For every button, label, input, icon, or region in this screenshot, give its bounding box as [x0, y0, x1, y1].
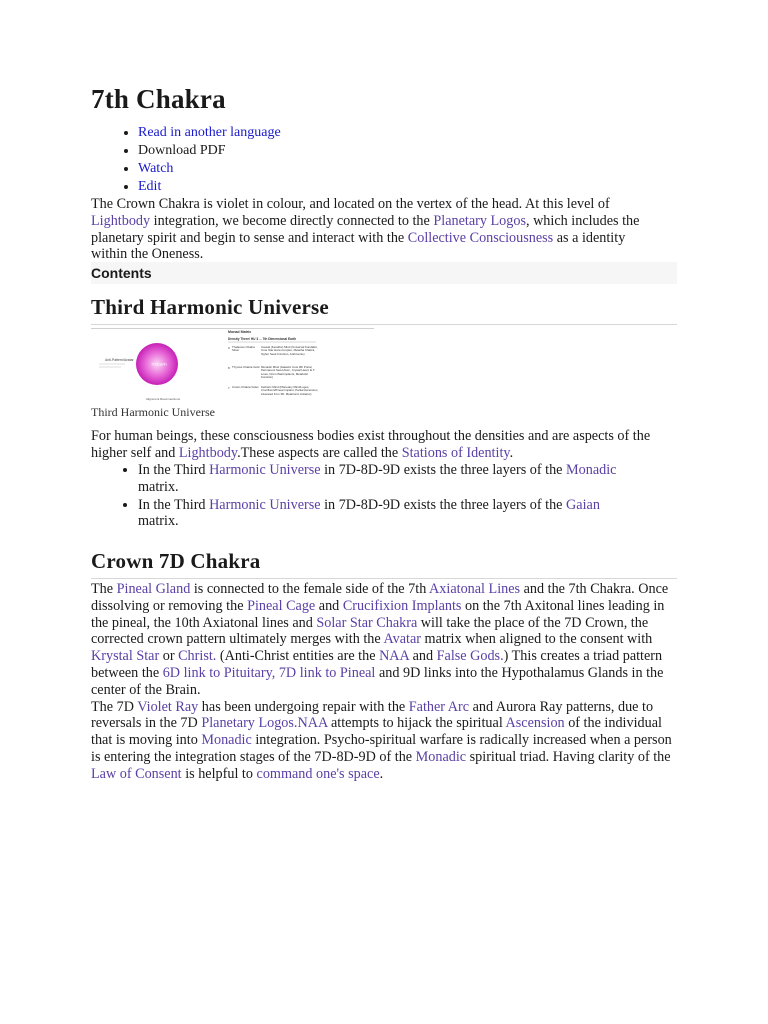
link-stations-of-identity[interactable]: Stations of Identity — [401, 444, 510, 461]
list-item: • In the Third Harmonic Universe in 7D-8D-9D exists the three layers of the Monadic matrix. — [138, 462, 638, 496]
link-father-arc[interactable]: Father Arc — [408, 698, 470, 715]
link-harmonic-universe[interactable]: Harmonic Universe — [209, 496, 321, 513]
monad-matrix-table: Monad Matrix Density Three/ HU 3 ... 7th Dimensional Earth 9 Thalamus Chakra Silver Causal (Kerathic) Mind (Universal Kundalini, Core Star Hara complex, Metatha Chakra, higher Seek Function, Arahmenis) 8 Thymus Chakra Gold Monadic Mind (Galactic Core 8th Portal, Permanent Seed Atom, Crystal Heart, E.T. Lives, Orion Warrimplants, Metabolic Function) 7 Crown Chakra Violet Ketheric Mind (Planetary Mind/Logos, Crucifixion/Pineal Implant, Partial Ascension, Liberated from 3D, Metatronic Antlaros) — [228, 330, 319, 396]
svg-text:Monad Matrix: Monad Matrix — [228, 330, 252, 334]
link-solar-star-chakra[interactable]: Solar Star Chakra — [316, 614, 418, 631]
link-lightbody-2[interactable]: Lightbody — [178, 444, 238, 461]
action-edit[interactable]: • Edit — [138, 178, 281, 196]
link-command-ones-space[interactable]: command one's space — [256, 765, 380, 782]
link-law-of-consent[interactable]: Law of Consent — [91, 765, 182, 782]
link-naa[interactable]: NAA — [379, 648, 410, 665]
intro-paragraph: The Crown Chakra is violet in colour, and located on the vertex of the head. At this level of Lightbody integration, we become directly connected to the Planetary Logos, which includes the planetary spirit and begin to sense and interact with the Collective Consciousness as a identity within the Oneness. — [91, 196, 640, 263]
page-actions — [91, 124, 281, 196]
monad-matrix-figure[interactable] — [91, 328, 374, 404]
crown-section-body — [91, 581, 677, 783]
link-lightbody[interactable]: Lightbody — [91, 212, 151, 229]
link-6d-7d-pituitary-pineal[interactable]: 6D link to Pituitary, 7D link to Pineal — [162, 664, 376, 681]
link-monadic-3[interactable]: Monadic — [415, 748, 467, 765]
link-krystal-star[interactable]: Krystal Star — [91, 648, 160, 665]
svg-text:8: 8 — [228, 366, 230, 370]
link-monadic[interactable]: Monadic — [566, 462, 617, 478]
link-violet-ray[interactable]: Violet Ray — [137, 698, 199, 715]
contents-toggle[interactable]: Contents — [91, 262, 677, 284]
link-harmonic-universe[interactable]: Harmonic Universe — [209, 462, 321, 478]
action-download-pdf[interactable]: • Download PDF — [138, 142, 281, 160]
link-pineal-gland[interactable]: Pineal Gland — [116, 581, 191, 597]
section-heading-third-harmonic: Third Harmonic Universe — [91, 295, 677, 325]
svg-text:7: 7 — [228, 386, 230, 390]
section-heading-crown-7d: Crown 7D Chakra — [91, 549, 677, 579]
link-pineal-cage[interactable]: Pineal Cage — [247, 597, 316, 614]
link-planetary-logos[interactable]: Planetary Logos — [433, 212, 526, 229]
link-monadic-2[interactable]: Monadic — [201, 732, 252, 749]
link-collective-consciousness[interactable]: Collective Consciousness — [407, 229, 554, 246]
figure-bottom-label: Alignment Reconnections — [146, 397, 181, 401]
link-ascension[interactable]: Ascension — [505, 715, 565, 732]
orb-label: 7D Earth — [151, 361, 167, 367]
link-avatar[interactable]: Avatar — [383, 631, 421, 648]
svg-text:9: 9 — [228, 346, 230, 350]
svg-text:Anti-Pattern/Avatar: Anti-Pattern/Avatar — [105, 358, 134, 362]
link-christ[interactable]: Christ. — [178, 648, 217, 665]
page-title: 7th Chakra — [91, 84, 226, 114]
crown-paragraph-2: The 7D Violet Ray has been undergoing repair with the Father Arc and Aurora Ray patterns, due to reversals in the 7D Planetary Logos.NAA attempts to hijack the spiritual Ascension of the individual that is moving into Monadic integration. Psycho-spiritual warfare is radically increased when a person is entering the integration stages of the 7D-8D-9D of the Monadic spiritual triad. Having clarity of the Law of Consent is helpful to command one's space. — [91, 698, 672, 782]
link-axiatonal-lines[interactable]: Axiatonal Lines — [429, 581, 521, 597]
crown-paragraph-1: The Pineal Gland is connected to the female side of the 7th Axiatonal Lines and the 7th Chakra. Once dissolving or removing the Pineal Cage and Crucifixion Implants on the 7th Axitonal lines leading in the pineal, the 10th Axiatonal lines and Solar Star Chakra will take the place of the 7D Crown, the corrected crown pattern ultimately merges with the Avatar matrix when aligned to the consent with Krystal Star or Christ. (Anti-Christ entities are the NAA and False Gods.) This creates a triad pattern between the 6D link to Pituitary, 7D link to Pineal and 9D links into the Hypothalamus Glands in the center of the Brain. — [91, 581, 669, 698]
list-item: • In the Third Harmonic Universe in 7D-8D-9D exists the three layers of the Gaian matrix. — [138, 497, 638, 531]
figure-caption: Third Harmonic Universe — [91, 405, 215, 419]
link-planetary-logos-naa[interactable]: Planetary Logos.NAA — [201, 715, 328, 732]
svg-text:Density Three/ HU 3 ... 7th Di: Density Three/ HU 3 ... 7th Dimensional Earth — [228, 337, 297, 341]
link-crucifixion-implants[interactable]: Crucifixion Implants — [342, 597, 462, 614]
link-false-gods[interactable]: False Gods. — [436, 648, 504, 665]
action-read-language[interactable]: • Read in another language — [138, 124, 281, 142]
matrix-bullet-list — [91, 462, 638, 531]
consciousness-paragraph: For human beings, these consciousness bodies exist throughout the densities and are aspects of the higher self and Lightbody.These aspects are called the Stations of Identity. — [91, 428, 651, 461]
link-gaian[interactable]: Gaian — [566, 496, 600, 513]
action-watch[interactable]: • Watch — [138, 160, 281, 178]
